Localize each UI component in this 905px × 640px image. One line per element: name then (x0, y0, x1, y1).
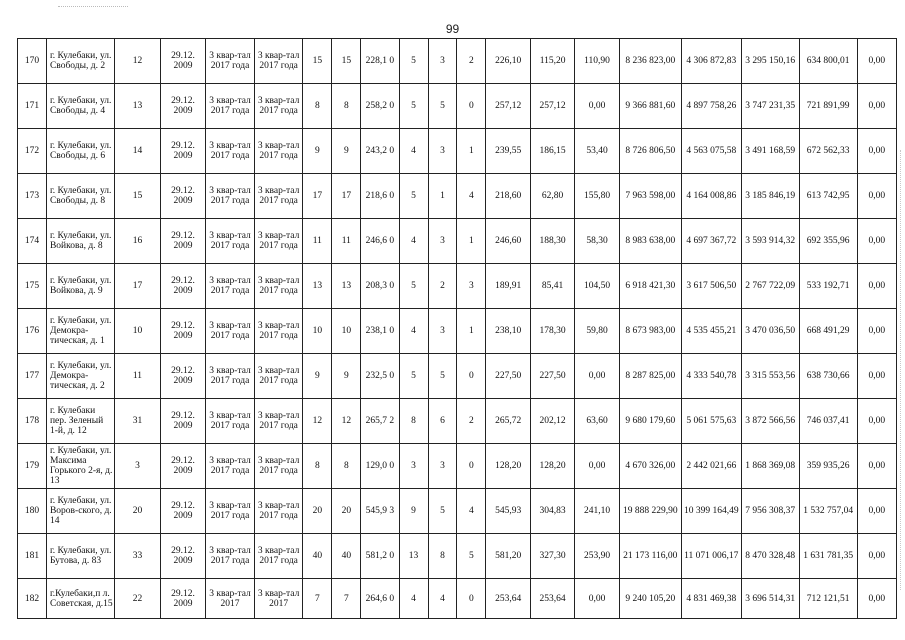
area-b-cell: 62,80 (530, 174, 574, 219)
total-area-cell: 232,5 0 (361, 354, 399, 399)
units-total-cell: 5 (399, 174, 428, 219)
table-row (18, 264, 897, 309)
units-b-cell: 4 (457, 489, 486, 534)
sum-total-cell: 8 673 983,00 (619, 309, 681, 354)
address-cell: г. Кулебаки, ул. Демокра-тическая, д. 1 (46, 309, 114, 354)
area-b-cell: 186,15 (530, 129, 574, 174)
sum-a-cell: 4 164 008,86 (681, 174, 741, 219)
period-start-cell: 3 квар-тал 2017 года (206, 309, 255, 354)
units-total-cell: 4 (399, 219, 428, 264)
total-area-cell: 545,9 3 (361, 489, 399, 534)
sum-total-cell: 8 287 825,00 (619, 354, 681, 399)
period-start-cell: 3 квар-тал 2017 года (206, 219, 255, 264)
house-number-cell: 13 (115, 84, 161, 129)
table-row (18, 219, 897, 264)
sum-d-cell: 0,00 (857, 84, 896, 129)
sum-c-cell: 359 935,26 (799, 444, 857, 489)
area-a-cell: 189,91 (486, 264, 530, 309)
area-b-cell: 202,12 (530, 399, 574, 444)
sum-d-cell: 0,00 (857, 534, 896, 579)
sum-d-cell: 0,00 (857, 489, 896, 534)
address-cell: г. Кулебаки, ул. Свободы, д. 2 (46, 39, 114, 84)
sum-total-cell: 7 963 598,00 (619, 174, 681, 219)
area-a-cell: 253,64 (486, 579, 530, 619)
address-cell: г. Кулебаки пер. Зеленый 1-й, д. 12 (46, 399, 114, 444)
date-cell: 29.12. 2009 (160, 579, 206, 619)
area-a-cell: 226,10 (486, 39, 530, 84)
units-b-cell: 5 (457, 534, 486, 579)
sum-c-cell: 533 192,71 (799, 264, 857, 309)
units-a-cell: 2 (428, 264, 457, 309)
row-number-cell: 174 (18, 219, 47, 264)
period-start-cell: 3 квар-тал 2017 года (206, 264, 255, 309)
sum-c-cell: 638 730,66 (799, 354, 857, 399)
total-area-cell: 238,1 0 (361, 309, 399, 354)
area-c-cell: 0,00 (575, 444, 619, 489)
area-b-cell: 253,64 (530, 579, 574, 619)
area-b-cell: 178,30 (530, 309, 574, 354)
address-cell: г. Кулебаки, ул. Свободы, д. 6 (46, 129, 114, 174)
period-end-cell: 3 квар-тал 2017 года (254, 309, 303, 354)
area-c-cell: 155,80 (575, 174, 619, 219)
count-cell-b: 20 (332, 489, 361, 534)
units-total-cell: 5 (399, 84, 428, 129)
sum-total-cell: 8 983 638,00 (619, 219, 681, 264)
period-start-cell: 3 квар-тал 2017 года (206, 489, 255, 534)
page-number: 99 (445, 22, 460, 36)
table-row (18, 174, 897, 219)
count-cell-a: 12 (303, 399, 332, 444)
sum-c-cell: 672 562,33 (799, 129, 857, 174)
units-total-cell: 4 (399, 129, 428, 174)
area-b-cell: 85,41 (530, 264, 574, 309)
count-cell-a: 17 (303, 174, 332, 219)
sum-c-cell: 692 355,96 (799, 219, 857, 264)
count-cell-a: 7 (303, 579, 332, 619)
count-cell-b: 40 (332, 534, 361, 579)
sum-a-cell: 11 071 006,17 (681, 534, 741, 579)
sum-a-cell: 4 563 075,58 (681, 129, 741, 174)
house-number-cell: 14 (115, 129, 161, 174)
sum-c-cell: 668 491,29 (799, 309, 857, 354)
house-number-cell: 31 (115, 399, 161, 444)
date-cell: 29.12. 2009 (160, 399, 206, 444)
units-total-cell: 5 (399, 354, 428, 399)
area-c-cell: 53,40 (575, 129, 619, 174)
sum-total-cell: 9 240 105,20 (619, 579, 681, 619)
housing-registry-table (17, 38, 897, 619)
count-cell-b: 11 (332, 219, 361, 264)
table-row (18, 534, 897, 579)
row-number-cell: 179 (18, 444, 47, 489)
area-c-cell: 63,60 (575, 399, 619, 444)
sum-b-cell: 3 872 566,56 (741, 399, 799, 444)
area-c-cell: 0,00 (575, 84, 619, 129)
count-cell-a: 10 (303, 309, 332, 354)
count-cell-a: 9 (303, 354, 332, 399)
area-b-cell: 327,30 (530, 534, 574, 579)
total-area-cell: 265,7 2 (361, 399, 399, 444)
area-c-cell: 0,00 (575, 354, 619, 399)
units-b-cell: 2 (457, 399, 486, 444)
area-c-cell: 58,30 (575, 219, 619, 264)
row-number-cell: 176 (18, 309, 47, 354)
house-number-cell: 22 (115, 579, 161, 619)
address-cell: г. Кулебаки, ул. Воров-ского, д. 14 (46, 489, 114, 534)
sum-d-cell: 0,00 (857, 444, 896, 489)
count-cell-b: 12 (332, 399, 361, 444)
area-a-cell: 239,55 (486, 129, 530, 174)
sum-d-cell: 0,00 (857, 399, 896, 444)
period-start-cell: 3 квар-тал 2017 года (206, 444, 255, 489)
period-start-cell: 3 квар-тал 2017 года (206, 534, 255, 579)
date-cell: 29.12. 2009 (160, 84, 206, 129)
units-a-cell: 3 (428, 219, 457, 264)
period-end-cell: 3 квар-тал 2017 года (254, 174, 303, 219)
period-end-cell: 3 квар-тал 2017 года (254, 534, 303, 579)
units-total-cell: 3 (399, 444, 428, 489)
units-a-cell: 3 (428, 309, 457, 354)
house-number-cell: 33 (115, 534, 161, 579)
table-row (18, 444, 897, 489)
units-a-cell: 8 (428, 534, 457, 579)
date-cell: 29.12. 2009 (160, 489, 206, 534)
sum-a-cell: 2 442 021,66 (681, 444, 741, 489)
sum-a-cell: 4 831 469,38 (681, 579, 741, 619)
table-row (18, 399, 897, 444)
sum-total-cell: 8 726 806,50 (619, 129, 681, 174)
house-number-cell: 16 (115, 219, 161, 264)
row-number-cell: 182 (18, 579, 47, 619)
sum-b-cell: 3 185 846,19 (741, 174, 799, 219)
units-b-cell: 1 (457, 309, 486, 354)
house-number-cell: 20 (115, 489, 161, 534)
address-cell: г. Кулебаки, ул. Бутова, д. 83 (46, 534, 114, 579)
period-start-cell: 3 квар-тал 2017 года (206, 84, 255, 129)
area-a-cell: 227,50 (486, 354, 530, 399)
sum-total-cell: 21 173 116,00 (619, 534, 681, 579)
sum-d-cell: 0,00 (857, 174, 896, 219)
period-end-cell: 3 квар-тал 2017 года (254, 399, 303, 444)
sum-a-cell: 4 535 455,21 (681, 309, 741, 354)
house-number-cell: 10 (115, 309, 161, 354)
period-start-cell: 3 квар-тал 2017 года (206, 399, 255, 444)
sum-c-cell: 746 037,41 (799, 399, 857, 444)
count-cell-b: 15 (332, 39, 361, 84)
address-cell: г.Кулебаки,п л. Советская, д.15 (46, 579, 114, 619)
scan-artifact (58, 0, 128, 7)
sum-d-cell: 0,00 (857, 354, 896, 399)
total-area-cell: 129,0 0 (361, 444, 399, 489)
area-b-cell: 257,12 (530, 84, 574, 129)
sum-c-cell: 712 121,51 (799, 579, 857, 619)
count-cell-a: 40 (303, 534, 332, 579)
sum-total-cell: 9 680 179,60 (619, 399, 681, 444)
row-number-cell: 181 (18, 534, 47, 579)
area-a-cell: 545,93 (486, 489, 530, 534)
sum-b-cell: 3 747 231,35 (741, 84, 799, 129)
sum-c-cell: 721 891,99 (799, 84, 857, 129)
sum-b-cell: 3 593 914,32 (741, 219, 799, 264)
count-cell-a: 9 (303, 129, 332, 174)
units-b-cell: 0 (457, 354, 486, 399)
period-end-cell: 3 квар-тал 2017 года (254, 444, 303, 489)
area-b-cell: 188,30 (530, 219, 574, 264)
area-c-cell: 241,10 (575, 489, 619, 534)
sum-total-cell: 19 888 229,90 (619, 489, 681, 534)
units-b-cell: 0 (457, 579, 486, 619)
units-a-cell: 3 (428, 39, 457, 84)
sum-b-cell: 3 696 514,31 (741, 579, 799, 619)
row-number-cell: 173 (18, 174, 47, 219)
count-cell-b: 10 (332, 309, 361, 354)
period-end-cell: 3 квар-тал 2017 года (254, 489, 303, 534)
units-total-cell: 8 (399, 399, 428, 444)
table-row (18, 129, 897, 174)
sum-d-cell: 0,00 (857, 39, 896, 84)
count-cell-a: 11 (303, 219, 332, 264)
sum-c-cell: 1 631 781,35 (799, 534, 857, 579)
count-cell-b: 8 (332, 444, 361, 489)
area-c-cell: 253,90 (575, 534, 619, 579)
total-area-cell: 258,2 0 (361, 84, 399, 129)
total-area-cell: 264,6 0 (361, 579, 399, 619)
total-area-cell: 243,2 0 (361, 129, 399, 174)
sum-b-cell: 3 315 553,56 (741, 354, 799, 399)
address-cell: г. Кулебаки, ул. Свободы, д. 4 (46, 84, 114, 129)
period-start-cell: 3 квар-тал 2017 года (206, 354, 255, 399)
date-cell: 29.12. 2009 (160, 264, 206, 309)
count-cell-b: 9 (332, 354, 361, 399)
units-a-cell: 6 (428, 399, 457, 444)
sum-b-cell: 3 491 168,59 (741, 129, 799, 174)
count-cell-a: 8 (303, 84, 332, 129)
units-b-cell: 1 (457, 129, 486, 174)
sum-c-cell: 613 742,95 (799, 174, 857, 219)
units-b-cell: 1 (457, 219, 486, 264)
table-row (18, 84, 897, 129)
table-row (18, 579, 897, 619)
units-a-cell: 5 (428, 354, 457, 399)
row-number-cell: 170 (18, 39, 47, 84)
units-a-cell: 3 (428, 444, 457, 489)
units-b-cell: 4 (457, 174, 486, 219)
period-start-cell: 3 квар-тал 2017 года (206, 129, 255, 174)
row-number-cell: 171 (18, 84, 47, 129)
period-end-cell: 3 квар-тал 2017 года (254, 84, 303, 129)
sum-a-cell: 4 697 367,72 (681, 219, 741, 264)
sum-a-cell: 10 399 164,49 (681, 489, 741, 534)
house-number-cell: 15 (115, 174, 161, 219)
date-cell: 29.12. 2009 (160, 534, 206, 579)
area-a-cell: 257,12 (486, 84, 530, 129)
house-number-cell: 17 (115, 264, 161, 309)
units-b-cell: 3 (457, 264, 486, 309)
address-cell: г. Кулебаки, ул. Демокра-тическая, д. 2 (46, 354, 114, 399)
sum-a-cell: 3 617 506,50 (681, 264, 741, 309)
date-cell: 29.12. 2009 (160, 39, 206, 84)
sum-b-cell: 3 470 036,50 (741, 309, 799, 354)
area-c-cell: 59,80 (575, 309, 619, 354)
house-number-cell: 11 (115, 354, 161, 399)
count-cell-a: 20 (303, 489, 332, 534)
period-end-cell: 3 квар-тал 2017 года (254, 354, 303, 399)
count-cell-b: 17 (332, 174, 361, 219)
area-b-cell: 115,20 (530, 39, 574, 84)
area-b-cell: 128,20 (530, 444, 574, 489)
address-cell: г. Кулебаки, ул. Максима Горького 2-я, д. 13 (46, 444, 114, 489)
row-number-cell: 180 (18, 489, 47, 534)
sum-a-cell: 5 061 575,63 (681, 399, 741, 444)
address-cell: г. Кулебаки, ул. Войкова, д. 8 (46, 219, 114, 264)
units-a-cell: 3 (428, 129, 457, 174)
sum-c-cell: 1 532 757,04 (799, 489, 857, 534)
units-total-cell: 13 (399, 534, 428, 579)
units-total-cell: 9 (399, 489, 428, 534)
date-cell: 29.12. 2009 (160, 354, 206, 399)
period-end-cell: 3 квар-тал 2017 года (254, 39, 303, 84)
count-cell-a: 13 (303, 264, 332, 309)
area-a-cell: 128,20 (486, 444, 530, 489)
sum-b-cell: 7 956 308,37 (741, 489, 799, 534)
sum-a-cell: 4 306 872,83 (681, 39, 741, 84)
count-cell-b: 13 (332, 264, 361, 309)
registry-body (18, 39, 897, 619)
units-total-cell: 5 (399, 39, 428, 84)
period-start-cell: 3 квар-тал 2017 года (206, 174, 255, 219)
units-a-cell: 4 (428, 579, 457, 619)
units-b-cell: 0 (457, 444, 486, 489)
units-total-cell: 5 (399, 264, 428, 309)
period-end-cell: 3 квар-тал 2017 года (254, 219, 303, 264)
address-cell: г. Кулебаки, ул. Свободы, д. 8 (46, 174, 114, 219)
row-number-cell: 172 (18, 129, 47, 174)
count-cell-b: 8 (332, 84, 361, 129)
sum-b-cell: 3 295 150,16 (741, 39, 799, 84)
units-a-cell: 1 (428, 174, 457, 219)
sum-b-cell: 2 767 722,09 (741, 264, 799, 309)
date-cell: 29.12. 2009 (160, 129, 206, 174)
address-cell: г. Кулебаки, ул. Войкова, д. 9 (46, 264, 114, 309)
total-area-cell: 581,2 0 (361, 534, 399, 579)
sum-a-cell: 4 333 540,78 (681, 354, 741, 399)
table-row (18, 489, 897, 534)
sum-total-cell: 4 670 326,00 (619, 444, 681, 489)
area-a-cell: 246,60 (486, 219, 530, 264)
period-start-cell: 3 квар-тал 2017 года (206, 39, 255, 84)
units-b-cell: 2 (457, 39, 486, 84)
sum-b-cell: 8 470 328,48 (741, 534, 799, 579)
sum-d-cell: 0,00 (857, 579, 896, 619)
total-area-cell: 208,3 0 (361, 264, 399, 309)
date-cell: 29.12. 2009 (160, 444, 206, 489)
count-cell-b: 7 (332, 579, 361, 619)
area-c-cell: 104,50 (575, 264, 619, 309)
area-a-cell: 265,72 (486, 399, 530, 444)
units-total-cell: 4 (399, 309, 428, 354)
house-number-cell: 12 (115, 39, 161, 84)
sum-c-cell: 634 800,01 (799, 39, 857, 84)
period-end-cell: 3 квар-тал 2017 (254, 579, 303, 619)
row-number-cell: 177 (18, 354, 47, 399)
row-number-cell: 175 (18, 264, 47, 309)
row-number-cell: 178 (18, 399, 47, 444)
count-cell-b: 9 (332, 129, 361, 174)
area-a-cell: 218,60 (486, 174, 530, 219)
area-c-cell: 110,90 (575, 39, 619, 84)
sum-d-cell: 0,00 (857, 309, 896, 354)
date-cell: 29.12. 2009 (160, 174, 206, 219)
units-a-cell: 5 (428, 84, 457, 129)
table-row (18, 309, 897, 354)
area-a-cell: 581,20 (486, 534, 530, 579)
sum-d-cell: 0,00 (857, 129, 896, 174)
area-c-cell: 0,00 (575, 579, 619, 619)
units-b-cell: 0 (457, 84, 486, 129)
count-cell-a: 8 (303, 444, 332, 489)
period-start-cell: 3 квар-тал 2017 (206, 579, 255, 619)
sum-total-cell: 9 366 881,60 (619, 84, 681, 129)
units-total-cell: 4 (399, 579, 428, 619)
sum-b-cell: 1 868 369,08 (741, 444, 799, 489)
date-cell: 29.12. 2009 (160, 219, 206, 264)
area-b-cell: 227,50 (530, 354, 574, 399)
total-area-cell: 218,6 0 (361, 174, 399, 219)
sum-d-cell: 0,00 (857, 264, 896, 309)
table-row (18, 39, 897, 84)
total-area-cell: 246,6 0 (361, 219, 399, 264)
area-a-cell: 238,10 (486, 309, 530, 354)
count-cell-a: 15 (303, 39, 332, 84)
area-b-cell: 304,83 (530, 489, 574, 534)
sum-a-cell: 4 897 758,26 (681, 84, 741, 129)
units-a-cell: 5 (428, 489, 457, 534)
sum-total-cell: 6 918 421,30 (619, 264, 681, 309)
sum-total-cell: 8 236 823,00 (619, 39, 681, 84)
scan-edge-dots (900, 150, 901, 590)
total-area-cell: 228,1 0 (361, 39, 399, 84)
house-number-cell: 3 (115, 444, 161, 489)
period-end-cell: 3 квар-тал 2017 года (254, 129, 303, 174)
sum-d-cell: 0,00 (857, 219, 896, 264)
date-cell: 29.12. 2009 (160, 309, 206, 354)
table-row (18, 354, 897, 399)
period-end-cell: 3 квар-тал 2017 года (254, 264, 303, 309)
